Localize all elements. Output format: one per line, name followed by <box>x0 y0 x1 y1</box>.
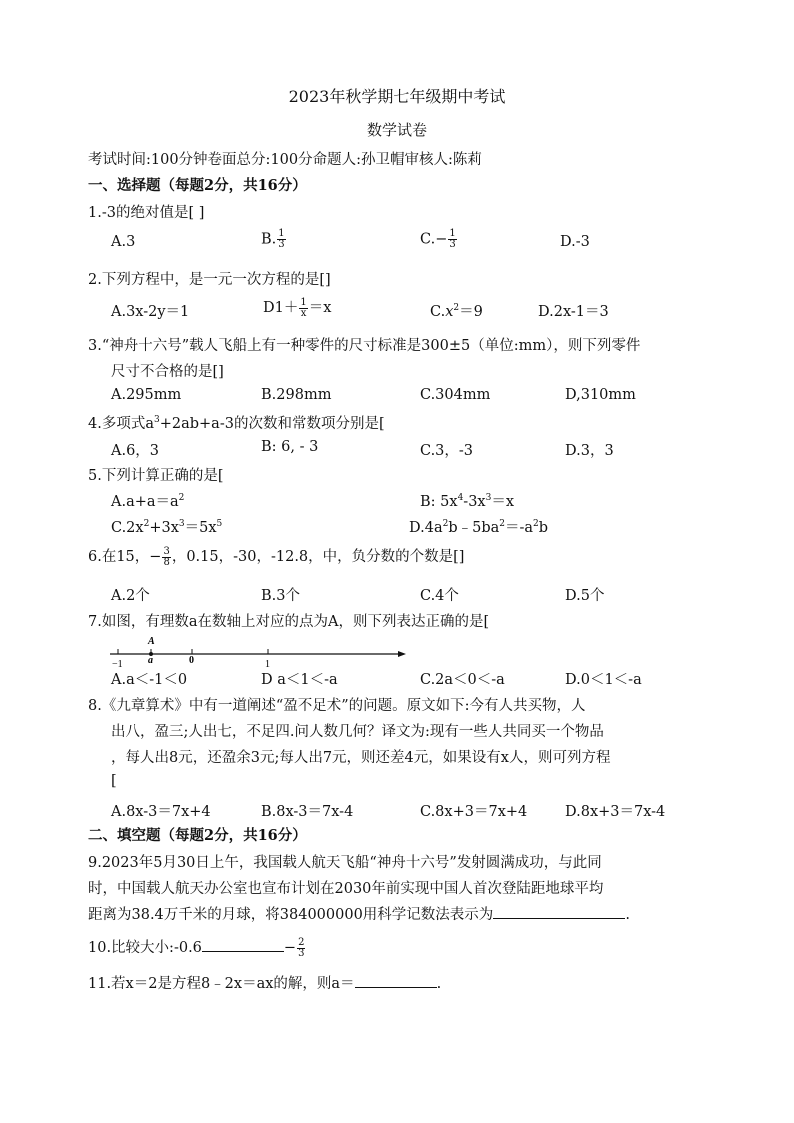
tick-label-one: 1 <box>265 659 270 670</box>
q7-option-d: D.0＜1＜-a <box>565 672 642 688</box>
q4-option-a: A.6，3 <box>111 443 160 459</box>
question-1-stem: 1.-3的绝对值是[ ] <box>88 205 205 221</box>
q8-option-b: B.8x-3＝7x-4 <box>261 804 354 820</box>
q6-option-a: A.2个 <box>111 588 150 604</box>
q1-option-d: D.-3 <box>560 234 590 250</box>
q6-option-b: B.3个 <box>261 588 300 604</box>
question-4-stem: 4.多项式$a^3+2ab+a-3$的次数和常数项分别是[ <box>88 415 385 432</box>
q8-option-a: A.8x-3＝7x+4 <box>111 804 211 820</box>
question-9-line-2: 时，中国载人航天办公室也宣布计划在2030年前实现中国人首次登陆距地球平均 <box>88 881 604 897</box>
q2-option-d: D.2x-1＝3 <box>538 304 609 320</box>
question-5-stem: 5.下列计算正确的是[ <box>88 468 224 484</box>
q1-option-b: B. $\frac{1}{3}$ <box>261 228 285 250</box>
number-line-arrow <box>398 651 406 657</box>
q5-option-b: B: $5x^4-3x^3=x$ <box>420 493 515 510</box>
q8-option-d: D.8x+3＝7x-4 <box>565 804 666 820</box>
exam-info: 考试时间:100分钟卷面总分:100分命题人:孙卫帽审核人:陈莉 <box>88 152 482 168</box>
q5-option-c: $C.2x^2+3x^3=5x^5$ <box>111 519 223 536</box>
question-8-line-4: [ <box>111 773 117 789</box>
q1-option-a: A.3 <box>111 234 136 250</box>
number-line-figure <box>106 632 406 672</box>
question-6-stem: 6.在15，− $\frac{3}{8}$ ，0.15，-30，-12.8，中，负分数的个数是[] <box>88 545 465 568</box>
q1-option-c: C.− $\frac{1}{3}$ <box>420 228 456 250</box>
q7-option-c: C.2a＜0＜-a <box>420 672 505 688</box>
tick-label-zero: 0 <box>189 655 194 666</box>
section-heading-choice: 一、选择题（每题2分，共16分） <box>88 177 307 194</box>
q3-option-a: A.295mm <box>111 387 182 403</box>
q9-answer-blank[interactable] <box>493 906 625 919</box>
question-3-stem-cont: 尺寸不合格的是[] <box>111 364 224 380</box>
q4-option-b: B: 6, - 3 <box>261 439 319 455</box>
q3-option-d: D,310mm <box>565 387 636 403</box>
tick-label-minus-one: −1 <box>112 659 123 670</box>
q7-option-a: A.a＜-1＜0 <box>111 672 188 688</box>
question-7-stem: 7.如图，有理数a在数轴上对应的点为A，则下列表达正确的是[ <box>88 614 490 630</box>
q5-option-a: $A.a+a=a^2$ <box>111 493 185 510</box>
q8-option-c: C.8x+3＝7x+4 <box>420 804 528 820</box>
section-heading-fill: 二、填空题（每题2分，共16分） <box>88 827 307 844</box>
q2-option-a: A.3x-2y＝1 <box>111 304 190 320</box>
q6-option-d: D.5个 <box>565 588 605 604</box>
question-8-line-1: 8.《九章算术》中有一道阐述“盈不足术”的问题。原文如下:今有人共买物，人 <box>88 698 586 714</box>
q11-answer-blank[interactable] <box>355 975 437 988</box>
q5-option-d: $D.4a^2b﹣5ba^2=-a^2b$ <box>409 519 549 536</box>
exam-subtitle: 数学试卷 <box>366 121 427 139</box>
q4-option-c: C.3，-3 <box>420 443 474 459</box>
q2-option-c: $C.x^2=9$ <box>430 303 483 320</box>
question-9-line-3: 距离为38.4万千米的月球，将384000000用科学记数法表示为 . <box>88 907 630 923</box>
question-8-line-3: ，每人出8元，还盈余3元;每人出7元，则还差4元，如果设有x人，则可列方程 <box>111 750 611 766</box>
question-8-line-2: 出八，盈三;人出七，不足四.问人数几何？译文为:现有一些人共同买一个物品 <box>111 724 604 740</box>
q7-option-b: D a＜1＜-a <box>261 672 338 688</box>
question-11: 11.若x＝2是方程8﹣2x＝ax的解，则a＝ . <box>88 976 442 992</box>
q10-answer-blank[interactable] <box>202 939 284 952</box>
q2-option-b: D1＋ $\frac{1}{x}$ ＝x <box>263 296 332 319</box>
exam-title: 2023年秋学期七年级期中考试 <box>288 87 506 106</box>
tick-label-a: a <box>148 655 153 666</box>
q3-option-c: C.304mm <box>420 387 491 403</box>
question-10: 10.比较大小:-0.6 − $\frac{2}{3}$ <box>88 936 305 959</box>
q6-option-c: C.4个 <box>420 588 459 604</box>
q3-option-b: B.298mm <box>261 387 332 403</box>
point-label-a: A <box>148 636 155 647</box>
q4-option-d: D.3，3 <box>565 443 614 459</box>
question-2-stem: 2.下列方程中，是一元一次方程的是[] <box>88 272 331 288</box>
question-9-line-1: 9.2023年5月30日上午，我国载人航天飞船“神舟十六号”发射圆满成功，与此同 <box>88 855 602 871</box>
question-3-stem: 3.“神舟十六号”载人飞船上有一种零件的尺寸标准是300±5（单位:mm），则下列零件 <box>88 338 641 354</box>
